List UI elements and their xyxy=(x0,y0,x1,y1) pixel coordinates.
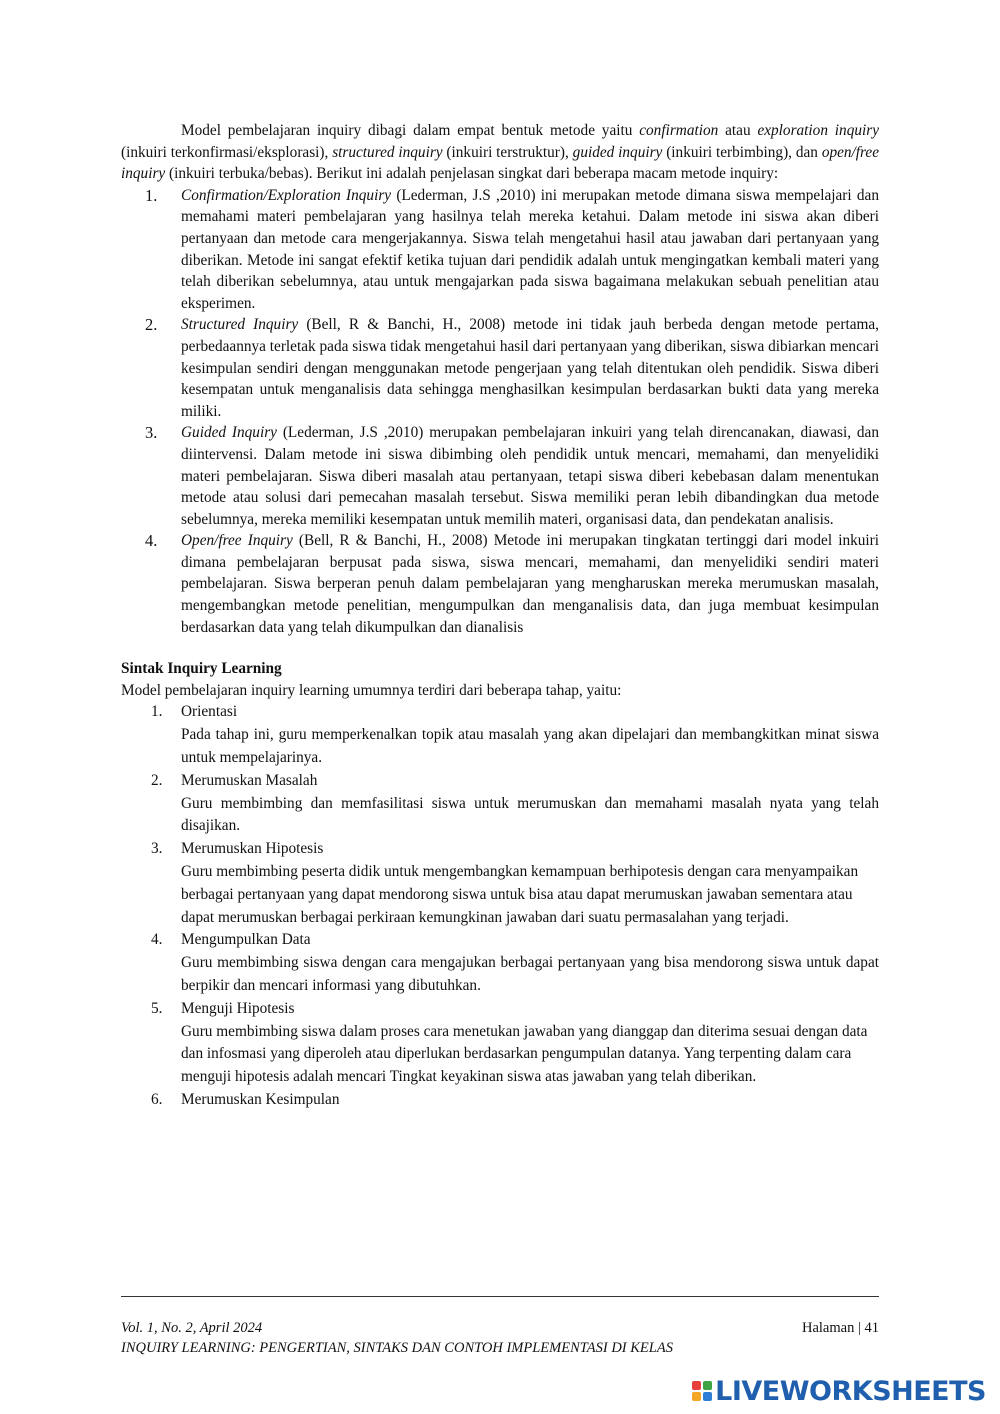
method-title: Guided Inquiry xyxy=(181,424,277,442)
intro-text: Model pembelajaran inquiry dibagi dalam empat bentuk metode yaitu xyxy=(181,122,640,139)
step-number: 4. xyxy=(151,931,163,949)
step-item xyxy=(121,701,879,769)
section-intro: Model pembelajaran inquiry learning umumnya terdiri dari beberapa tahap, yaitu: xyxy=(121,681,622,699)
step-item xyxy=(121,1089,879,1112)
step-list xyxy=(121,701,879,1111)
step-item xyxy=(121,929,879,997)
method-number: 4. xyxy=(145,531,158,551)
step-body: Guru membimbing dan memfasilitasi siswa untuk merumuskan dan memahami masalah nyata yang telah disajikan. xyxy=(181,794,879,835)
logo-square xyxy=(703,1392,712,1401)
intro-term: open/free inquiry xyxy=(121,143,880,183)
step-title: Merumuskan Kesimpulan xyxy=(181,1090,340,1108)
step-item xyxy=(121,998,879,1089)
step-body: Guru membimbing peserta didik untuk mengembangkan kemampuan berhipotesis dengan cara menyampaikan berbagai pertanyaan yang dapat mendorong siswa untuk bisa atau dapat merumuskan jawaban sementara atau dapat merumuskan berbagai perkiraan kemungkinan jawaban dari suatu permasalahan yang terjadi. xyxy=(181,863,859,926)
intro-text: (inkuiri terstruktur), xyxy=(442,143,573,161)
method-item xyxy=(121,422,879,530)
section-heading: Sintak Inquiry Learning xyxy=(121,660,282,678)
method-item xyxy=(121,314,879,422)
method-title: Confirmation/Exploration Inquiry xyxy=(181,186,392,204)
step-title: Orientasi xyxy=(181,703,238,721)
document-page xyxy=(121,120,879,1112)
footer-divider xyxy=(121,1296,879,1297)
intro-term: exploration inquiry xyxy=(757,122,879,139)
footer-page-number: Halaman | 41 xyxy=(802,1320,879,1336)
step-title: Merumuskan Hipotesis xyxy=(181,840,324,858)
method-number: 2. xyxy=(145,315,158,335)
intro-text: atau xyxy=(718,122,758,139)
step-number: 6. xyxy=(151,1090,163,1108)
method-number: 1. xyxy=(145,185,158,205)
method-body: (Lederman, J.S ,2010) ini merupakan metode dimana siswa mempelajari dan memahami materi pembelajaran yang hasilnya telah mereka ketahui. Dalam metode ini siswa akan diberi pertanyaan dan metode cara mengerjakannya. Siswa telah mengetahui hasil atau jawaban dari pertanyaan yang diberikan. Metode ini sangat efektif ketika tujuan dari pendidik adalah untuk mengingatkan kembali materi yang telah diberikan sebelumnya, atau untuk mengajarkan pada siswa bagaimana melakukan sebuah penelitian atau eksperimen. xyxy=(181,186,879,312)
step-number: 5. xyxy=(151,999,163,1017)
method-list xyxy=(121,185,879,638)
logo-square xyxy=(692,1381,701,1390)
step-number: 2. xyxy=(151,771,163,789)
method-body: (Bell, R & Banchi, H., 2008) Metode ini merupakan tingkatan tertinggi dari model inkuiri dimana pembelajaran berpusat pada siswa, siswa mencari, memahami, dan menyelidiki sendiri materi pembelajaran. Siswa berperan penuh dalam pembelajaran yang mengharuskan mereka merumuskan masalah, mengembangkan metode penelitian, mengumpulkan dan menganalisis data, dan juga membuat kesimpulan berdasarkan data yang telah dikumpulkan dan dianalisis xyxy=(181,532,879,636)
footer-volume: Vol. 1, No. 2, April 2024 xyxy=(121,1320,263,1336)
step-title: Mengumpulkan Data xyxy=(181,931,311,949)
intro-text: (inkuiri terbimbing), dan xyxy=(662,143,822,161)
method-item xyxy=(121,530,879,638)
method-body: (Lederman, J.S ,2010) merupakan pembelajaran inkuiri yang telah direncanakan, diawasi, dan diintervensi. Dalam metode ini siswa dibimbing oleh pendidik untuk mencari, memahami, dan menyelidiki materi pembelajaran. Siswa diberi masalah atau pertanyaan, tetapi siswa diberi kebebasan dalam menentukan metode atau solusi dari pemecahan masalah tersebut. Siswa memiliki peran lebih dibandingkan dua metode sebelumnya, mereka memiliki kesempatan untuk memilih materi, organisasi data, dan pendekatan analisis. xyxy=(181,424,879,528)
method-number: 3. xyxy=(145,423,158,443)
method-item xyxy=(121,185,879,315)
step-item xyxy=(121,770,879,838)
logo-square xyxy=(703,1381,712,1390)
intro-text: (inkuiri terkonfirmasi/eksplorasi), xyxy=(121,143,333,161)
intro-term: structured inquiry xyxy=(332,143,443,161)
step-title: Merumuskan Masalah xyxy=(181,771,318,789)
step-body: Guru membimbing siswa dalam proses cara menetukan jawaban yang dianggap dan diterima sesuai dengan data dan infosmasi yang diperoleh atau diperlukan berdasarkan pengumpulan datanya. Yang terpenting dalam cara menguji hipotesis adalah mencari Tingkat keyakinan siswa atas jawaban yang telah diberikan. xyxy=(181,1022,868,1086)
intro-term: confirmation xyxy=(639,122,719,139)
method-title: Open/free Inquiry xyxy=(181,532,293,550)
liveworksheets-logo[interactable] xyxy=(692,1376,986,1406)
intro-paragraph xyxy=(121,120,879,185)
step-number: 3. xyxy=(151,840,163,858)
logo-grid-icon xyxy=(692,1381,712,1401)
intro-text: (inkuiri terbuka/bebas). Berikut ini adalah penjelasan singkat dari beberapa macam metode inquiry: xyxy=(165,165,779,183)
page-footer xyxy=(121,1318,879,1358)
logo-wordmark: LIVEWORKSHEETS xyxy=(715,1375,986,1407)
step-title: Menguji Hipotesis xyxy=(181,999,295,1017)
step-body: Pada tahap ini, guru memperkenalkan topik atau masalah yang akan dipelajari dan membangkitkan minat siswa untuk mempelajarinya. xyxy=(181,726,879,767)
step-number: 1. xyxy=(151,703,163,721)
logo-square xyxy=(692,1392,701,1401)
method-title: Structured Inquiry xyxy=(181,316,299,334)
step-body: Guru membimbing siswa dengan cara mengajukan berbagai pertanyaan yang bisa mendorong siswa untuk dapat berpikir dan mencari informasi yang dibutuhkan. xyxy=(181,954,879,994)
method-body: (Bell, R & Banchi, H., 2008) metode ini tidak jauh berbeda dengan metode pertama, perbedaannya terletak pada siswa tidak mengetahui hasil dari pertanyaan yang diberikan, siswa dibiarkan mencari kesimpulan sendiri dengan menggunakan metode pengerjaan yang telah ditentukan oleh pendidik. Siswa diberi kesempatan untuk menganalisis data sehingga menghasilkan kesimpulan berdasarkan bukti data yang mereka miliki. xyxy=(181,316,879,420)
step-item xyxy=(121,838,879,929)
intro-term: guided inquiry xyxy=(572,143,663,161)
footer-article-title: INQUIRY LEARNING: PENGERTIAN, SINTAKS DAN CONTOH IMPLEMENTASI DI KELAS xyxy=(121,1340,673,1356)
